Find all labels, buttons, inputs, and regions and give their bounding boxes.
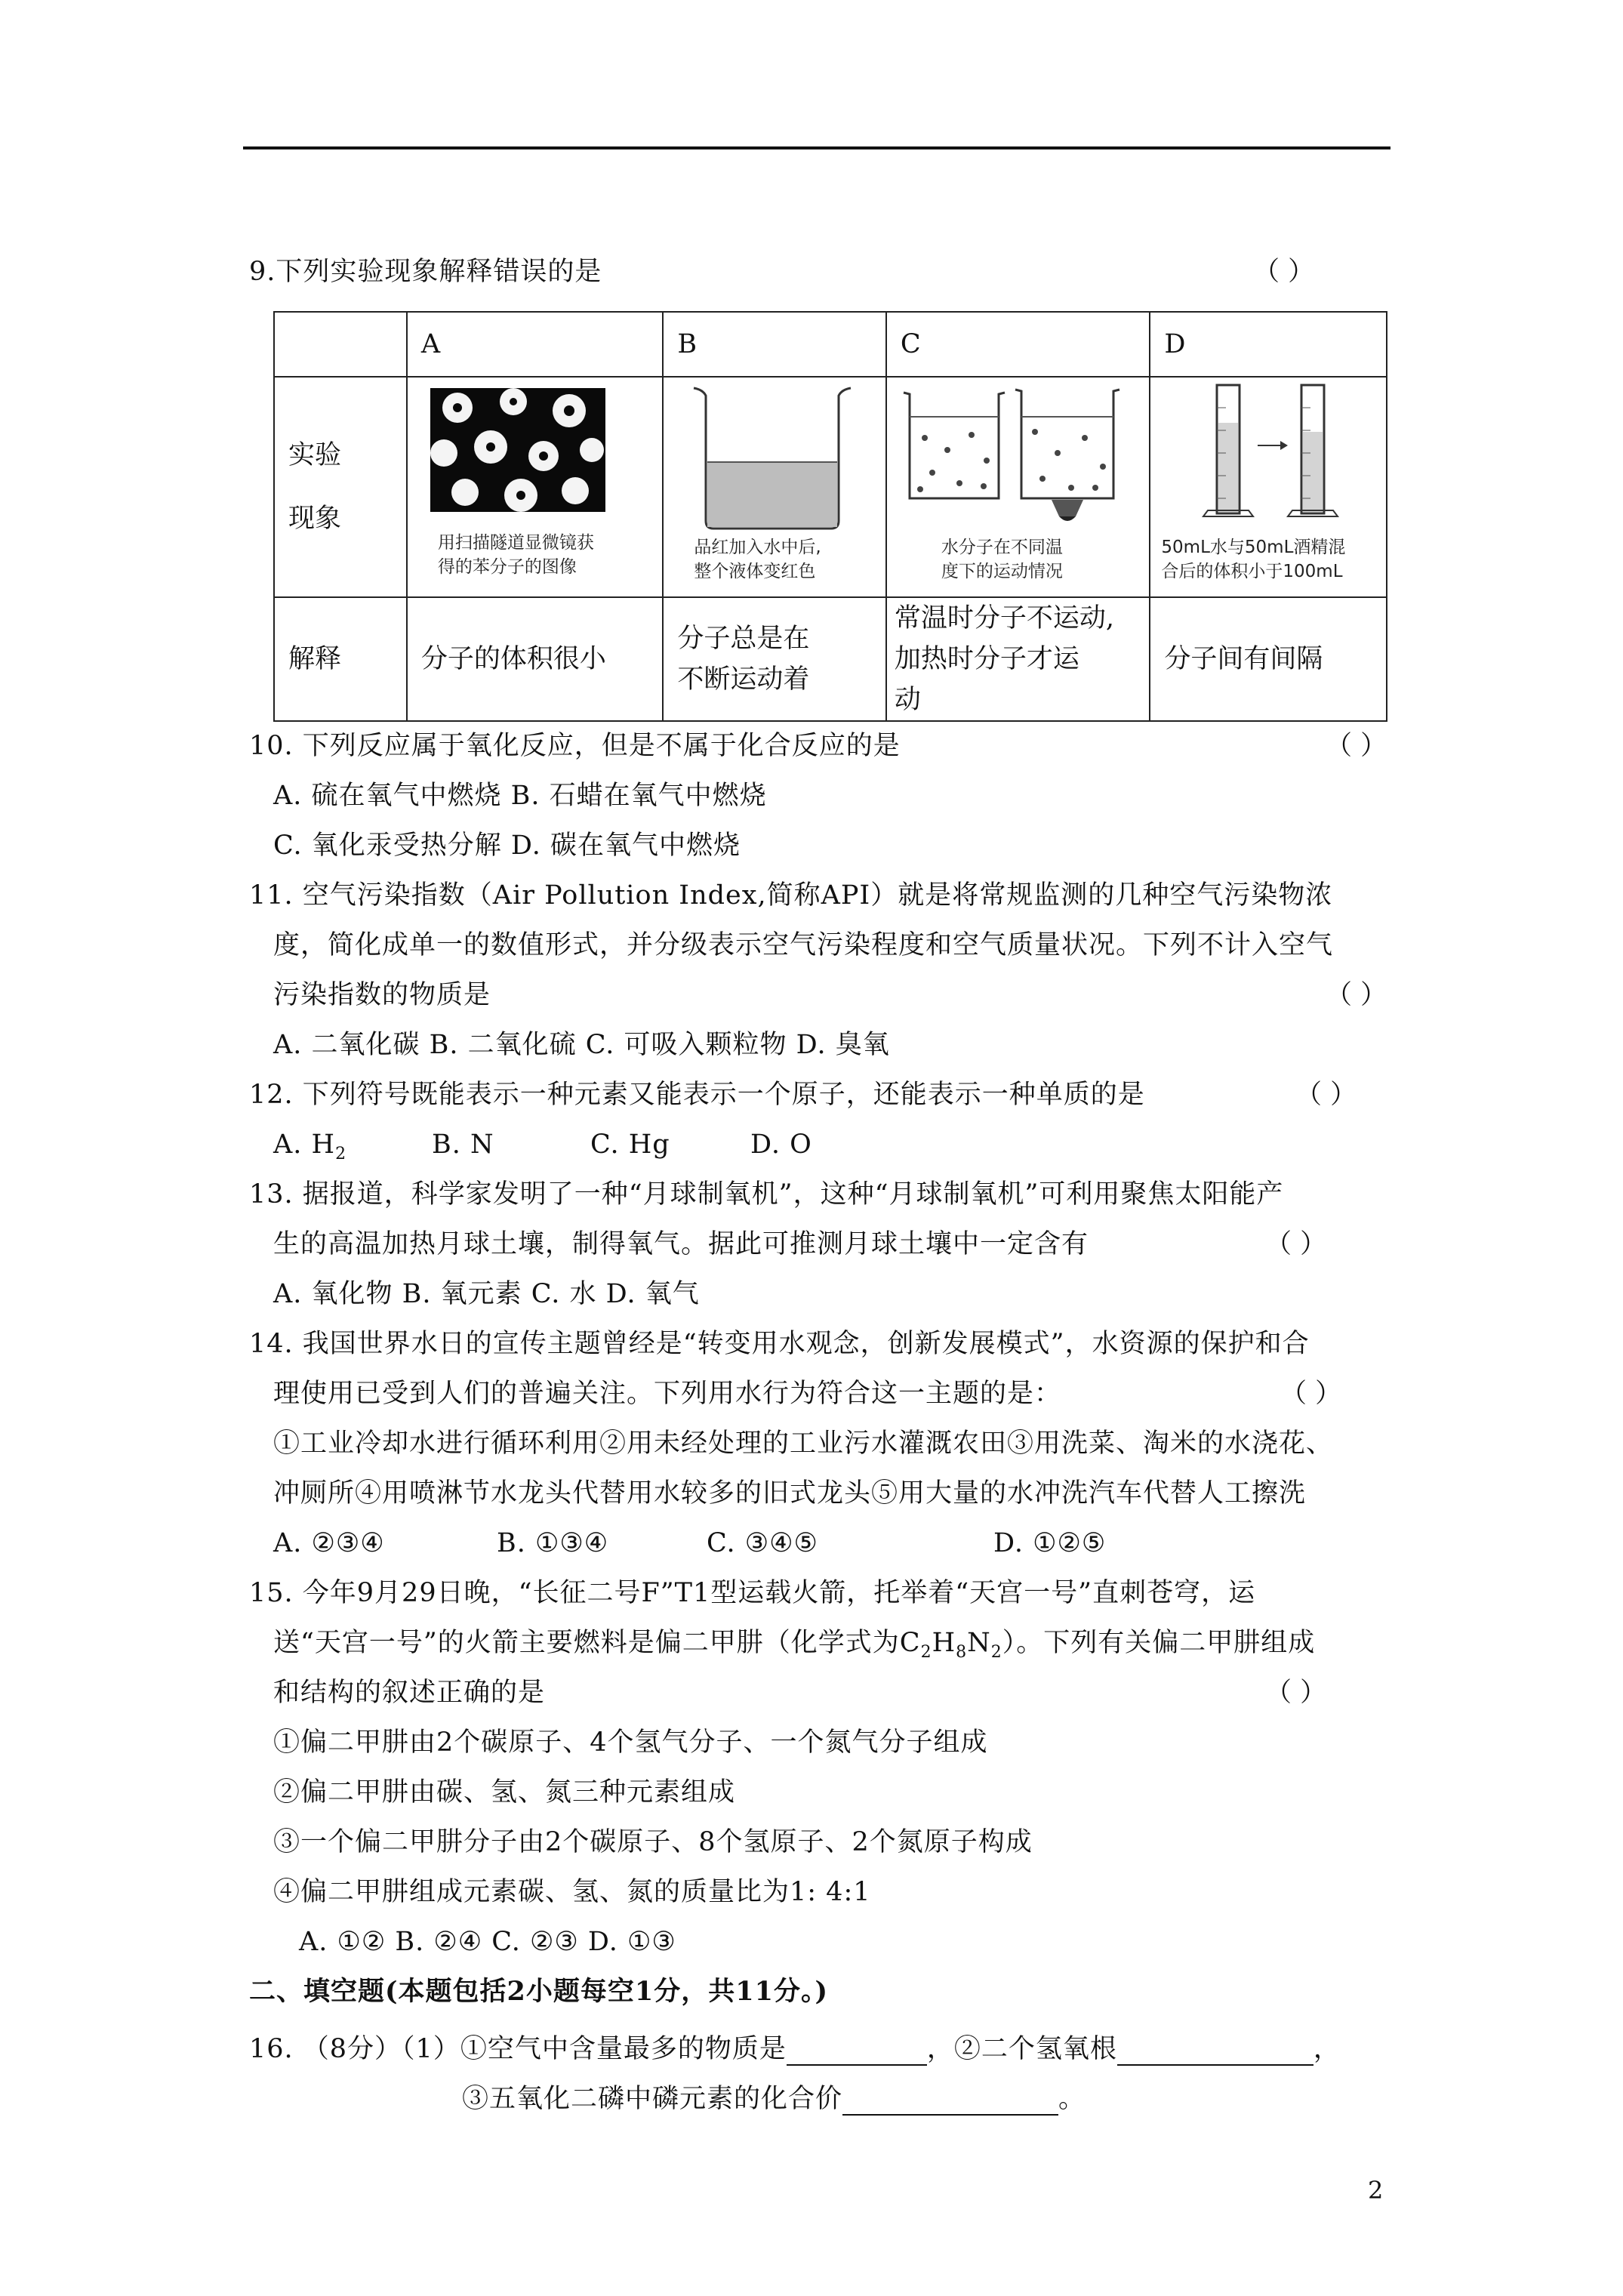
q9-table-corner [274,312,407,377]
section2-title: 二、填空题(本题包括2小题每空1分，共11分。) [249,1976,829,2007]
q15-statement-2: ②偏二甲肼由碳、氢、氮三种元素组成 [273,1777,736,1808]
q13-answer-paren: （ ） [1265,1229,1327,1259]
q14-option-b: B. ①③④ [497,1528,609,1558]
q9-col-c: C [886,312,1150,377]
q14-answer-paren: （ ） [1280,1379,1342,1409]
q9-row-label-phenomenon [274,377,407,597]
q9-caption-d2: 合后的体积小于100mL [1161,562,1343,581]
q9-stem: 9.下列实验现象解释错误的是 [249,257,602,287]
q14-line2: 理使用已受到人们的普遍关注。下列用水行为符合这一主题的是： [273,1379,1062,1409]
page-number: 2 [1368,2176,1384,2205]
q9-explain-c [886,597,1150,721]
q11-line1: 11. 空气污染指数（Air Pollution Index,简称API）就是将常规监测的几种空气污染物浓 [249,880,1333,911]
q9-answer-paren: （ ） [1253,257,1315,287]
q11-answer-paren: （ ） [1326,980,1387,1010]
q9-caption-b2: 整个液体变红色 [694,562,816,581]
q14-option-d: D. ①②⑤ [993,1528,1107,1558]
q12-option-a-text: A. H [273,1130,336,1160]
q12-stem: 12. 下列符号既能表示一种元素又能表示一个原子，还能表示一种单质的是 [249,1080,1145,1110]
q11-line3: 污染指数的物质是 [273,980,491,1010]
q9-caption-a2: 得的苯分子的图像 [437,557,577,577]
q10-options-line1: A. 硫在氧气中燃烧 B. 石蜡在氧气中燃烧 [273,781,767,811]
q15-formula-sub1: 2 [920,1643,932,1662]
q16-blank-3[interactable] [842,2087,1058,2116]
q9-explain-c-line2: 加热时分子才运 [894,644,1079,674]
q15-formula-sub3: 2 [990,1643,1002,1662]
q14-line1: 14. 我国世界水日的宣传主题曾经是“转变用水观念，创新发展模式”，水资源的保护和合 [249,1329,1310,1359]
q16-blank-2[interactable] [1117,2037,1313,2066]
q9-caption-c1: 水分子在不同温 [941,538,1063,557]
q11-line2: 度，简化成单一的数值形式，并分级表示空气污染程度和空气质量状况。下列不计入空气 [273,930,1334,960]
q16-blank-1[interactable] [787,2037,927,2066]
q9-explain-c-line3: 动 [894,685,921,715]
q15-formula-h: H [932,1628,956,1658]
q11-options: A. 二氧化碳 B. 二氧化硫 C. 可吸入颗粒物 D. 臭氧 [273,1030,890,1060]
q9-explain-a: 分子的体积很小 [407,597,664,721]
q16-part5: 。 [1058,2084,1086,2114]
q9-explain-c-line1: 常温时分子不运动, [894,603,1115,633]
q12-option-a [273,1128,346,1171]
q15-line2-text-b: ）。下列有关偏二甲肼组成 [1002,1628,1316,1658]
q15-options: A. ①② B. ②④ C. ②③ D. ①③ [299,1927,676,1957]
q12-answer-paren: （ ） [1295,1080,1357,1110]
q13-line2: 生的高温加热月球土壤，制得氧气。据此可推测月球土壤中一定含有 [273,1229,1089,1259]
q9-explain-b [663,597,886,721]
q15-line1: 15. 今年9月29日晚，“长征二号F”T1型运载火箭，托举着“天宫一号”直刺苍穹，运 [249,1578,1256,1608]
q13-options: A. 氧化物 B. 氧元素 C. 水 D. 氧气 [273,1279,700,1309]
q14-line3: ①工业冷却水进行循环利用②用未经处理的工业污水灌溉农田③用洗菜、淘米的水浇花、 [273,1428,1334,1459]
q14-option-a: A. ②③④ [273,1528,385,1558]
q10-answer-paren: （ ） [1326,731,1387,761]
q9-row-label-line2: 现象 [288,504,342,534]
q9-table [273,311,1387,722]
q12-option-d: D. O [750,1130,812,1160]
q15-line2 [273,1626,1315,1669]
q10-options-line2: C. 氧化汞受热分解 D. 碳在氧气中燃烧 [273,831,741,861]
q9-explain-d: 分子间有间隔 [1150,597,1387,721]
q9-caption-a1: 用扫描隧道显微镜获 [437,533,594,553]
q15-line2-text-a: 送“天宫一号”的火箭主要燃料是偏二甲肼（化学式为C [273,1628,921,1658]
q9-explain-b-line1: 分子总是在 [677,624,810,654]
q9-col-b: B [663,312,886,377]
q9-caption-d1: 50mL水与50mL酒精混 [1161,538,1346,557]
q9-caption-c2: 度下的运动情况 [941,562,1063,581]
q16-part3: ， [1313,2034,1341,2064]
q12-option-b: B. N [432,1130,494,1160]
q15-formula-sub2: 8 [956,1643,968,1662]
q9-row-label-explain: 解释 [274,597,407,721]
q15-answer-paren: （ ） [1265,1678,1327,1708]
q9-row-label-line1: 实验 [288,440,342,470]
q16-line2 [462,2082,1086,2116]
q16-part1: 16. （8分）（1）①空气中含量最多的物质是 [249,2034,787,2064]
q9-cell-a-figure [407,377,664,597]
q9-col-a: A [407,312,664,377]
q15-statement-4: ④偏二甲肼组成元素碳、氢、氮的质量比为1: 4:1 [273,1877,871,1907]
q15-line3: 和结构的叙述正确的是 [273,1678,546,1708]
q14-line4: 冲厕所④用喷淋节水龙头代替用水较多的旧式龙头⑤用大量的水冲洗汽车代替人工擦洗 [273,1478,1307,1509]
q16-part4: ③五氧化二磷中磷元素的化合价 [462,2084,843,2114]
q12-option-c: C. Hg [590,1130,670,1160]
q9-explain-b-line2: 不断运动着 [677,664,810,695]
q9-col-d: D [1150,312,1387,377]
q15-statement-1: ①偏二甲肼由2个碳原子、4个氢气分子、一个氮气分子组成 [273,1727,988,1758]
q14-option-c: C. ③④⑤ [707,1528,818,1558]
q16-line1 [249,2032,1341,2066]
q9-cell-d-figure [1150,377,1387,597]
q16-part2: ，②二个氢氧根 [926,2034,1117,2064]
header-rule [243,146,1390,149]
q9-cell-c-figure [886,377,1150,597]
q13-line1: 13. 据报道，科学家发明了一种“月球制氧机”，这种“月球制氧机”可利用聚焦太阳能产 [249,1179,1284,1210]
q15-formula-n: N [967,1628,991,1658]
q9-cell-b-figure [663,377,886,597]
q10-stem: 10. 下列反应属于氧化反应，但是不属于化合反应的是 [249,731,901,761]
q9-caption-b1: 品红加入水中后, [694,538,821,557]
q15-statement-3: ③一个偏二甲肼分子由2个碳原子、8个氢原子、2个氮原子构成 [273,1827,1033,1857]
q12-option-a-subscript: 2 [335,1145,347,1163]
